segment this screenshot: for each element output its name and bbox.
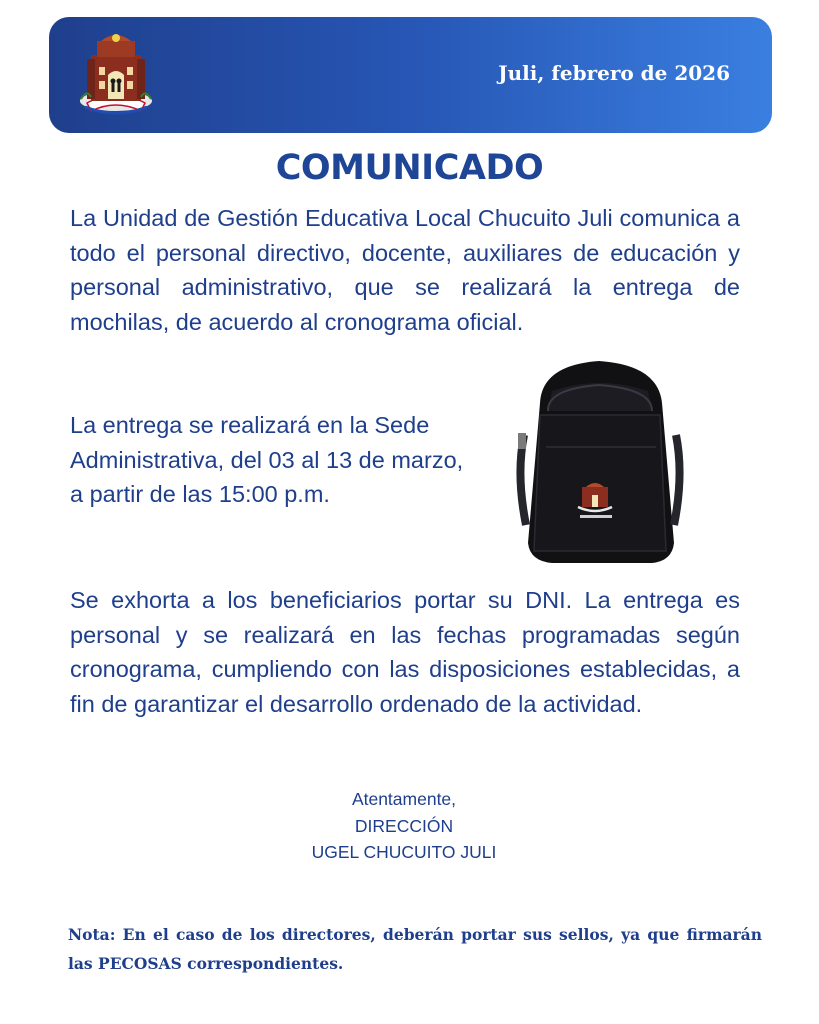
paragraph-requirements: Se exhorta a los beneficiarios portar su DNI. La entrega es personal y se realizará en las fechas programadas según cronograma, cumpliendo con las disposiciones establecidas, a fin de garantizar el desarrollo ordenado de la actividad. <box>70 587 740 717</box>
backpack-icon <box>512 355 687 570</box>
signature-block <box>0 786 808 866</box>
document-date: Juli, febrero de 2026 <box>498 61 730 85</box>
paragraph-announcement: La Unidad de Gestión Educativa Local Chucuito Juli comunica a todo el personal directivo, docente, auxiliares de educación y personal administrativo, que se realizará la entrega de mochilas, de acuerdo al cronograma oficial. <box>70 205 740 335</box>
signature-office: DIRECCIÓN <box>354 815 454 836</box>
ugel-crest-icon <box>77 27 155 119</box>
signature-closing: Atentamente, <box>351 789 457 809</box>
signature-institution: UGEL CHUCUITO JULI <box>311 842 497 862</box>
header-banner <box>49 17 772 133</box>
document-title: COMUNICADO <box>275 148 544 188</box>
paragraph-delivery-details: La entrega se realizará en la Sede Administrativa, del 03 al 13 de marzo, a partir de las 15:00 p.m. <box>70 412 464 507</box>
footnote: Nota: En el caso de los directores, deberán portar sus sellos, ya que firmarán las PECOSAS correspondientes. <box>68 925 762 973</box>
